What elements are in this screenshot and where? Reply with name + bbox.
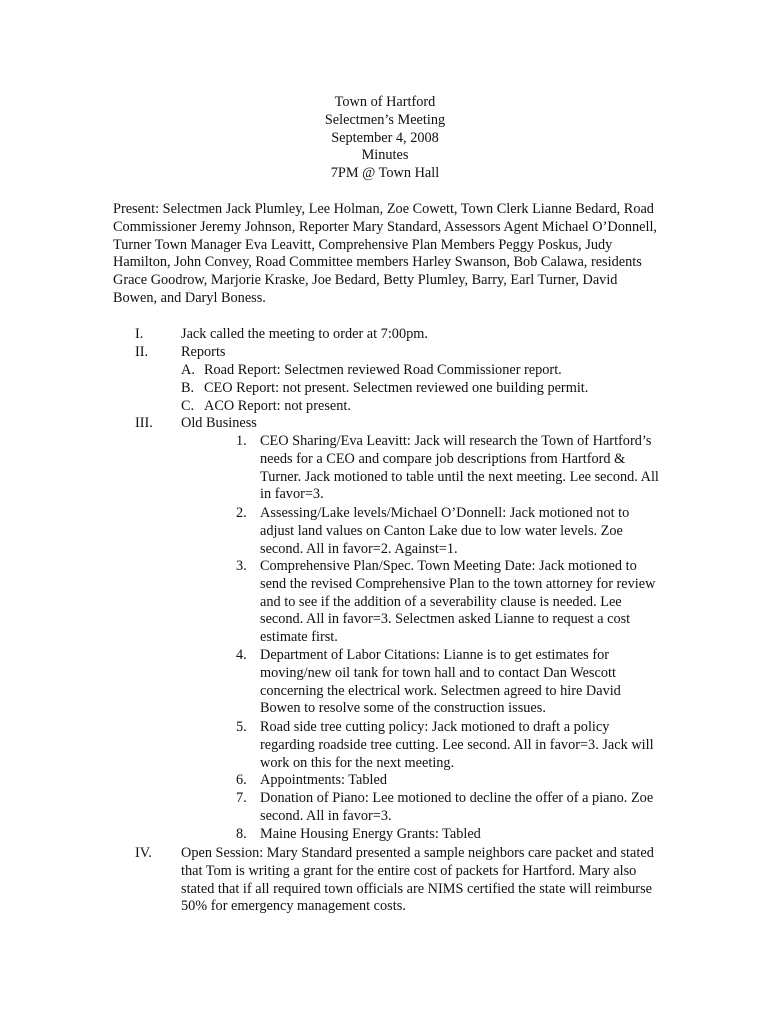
attendees-paragraph: Present: Selectmen Jack Plumley, Lee Holman, Zoe Cowett, Town Clerk Lianne Bedard, Road Commissioner Jeremy Johnson, Reporter Mary Standard, Assessors Agent Michael O’Donnell, Turner Town Manager Eva Leavitt, Comprehensive Plan Members Peggy Poskus, Judy Hamilton, John Convey, Road Committee members Harley Swanson, Bob Calawa, residents Grace Goodrow, Marjorie Kraske, Joe Bedard, Betty Plumley, Barry, Earl Turner, David Bowen, and Daryl Boness. [113,201,658,306]
old-business-item [236,772,662,790]
section-title: Reports [181,344,226,360]
section-numeral: II. [135,344,149,360]
old-business-item [236,647,662,718]
report-item [181,362,562,380]
item-text: Assessing/Lake levels/Michael O’Donnell: Jack motioned not to adjust land values on Canton Lake due to low water levels. Zoe second. All in favor=2. Against=1. [260,505,630,557]
item-letter: B. [181,380,195,396]
section-body: Open Session: Mary Standard presented a sample neighbors care packet and stated that Tom is writing a grant for the entire cost of packets for Hartford. Mary also stated that if all required town officials are NIMS certified the state will reimburse 50% for emergency management costs. [181,845,654,915]
item-letter: A. [181,362,195,378]
old-business-item [236,505,662,558]
meeting-date: September 4, 2008 [331,129,439,146]
item-text: Appointments: Tabled [260,772,387,788]
item-text: CEO Sharing/Eva Leavitt: Jack will research the Town of Hartford’s needs for a CEO and compare job descriptions from Hartford & Turner. Jack motioned to table until the next meeting. Lee second. All in favor=3. [260,433,659,503]
meeting-name: Selectmen’s Meeting [324,111,446,128]
item-number: 5. [236,719,247,735]
section-title: Old Business [181,415,257,431]
section-title: Jack called the meeting to order at 7:00pm. [181,326,428,342]
item-text: ACO Report: not present. [204,398,351,414]
town-name: Town of Hartford [334,94,436,110]
old-business-item [236,826,662,844]
item-text: Donation of Piano: Lee motioned to decline the offer of a piano. Zoe second. All in favor=3. [260,790,654,824]
item-text: CEO Report: not present. Selectmen reviewed one building permit. [204,380,589,396]
item-number: 8. [236,826,247,842]
document-type: Minutes [361,147,409,164]
item-number: 2. [236,505,247,521]
item-number: 4. [236,647,247,663]
item-text: Maine Housing Energy Grants: Tabled [260,826,481,842]
item-text: Comprehensive Plan/Spec. Town Meeting Date: Jack motioned to send the revised Comprehensive Plan to the town attorney for review and to see if the addition of a severability clause is needed. Lee second. All in favor=3. Selectmen asked Lianne to request a cost estimate first. [260,558,656,646]
document-header [0,94,770,183]
old-business-item [236,719,662,772]
item-text: Department of Labor Citations: Lianne is to get estimates for moving/new oil tank for town hall and to contact Dan Wescott concerning the electrical work. Selectmen agreed to hire David Bowen to resolve some of the construction issues. [260,647,621,717]
report-item [181,380,588,398]
report-item [181,398,351,416]
item-letter: C. [181,398,195,414]
item-text: Road Report: Selectmen reviewed Road Commissioner report. [204,362,562,378]
meeting-time-place: 7PM @ Town Hall [330,165,440,182]
item-number: 7. [236,790,247,806]
item-text: Road side tree cutting policy: Jack motioned to draft a policy regarding roadside tree cutting. Lee second. All in favor=3. Jack will work on this for the next meeting. [260,719,654,771]
old-business-item [236,790,662,826]
item-number: 1. [236,433,247,449]
section-numeral: III. [135,415,153,431]
item-number: 6. [236,772,247,788]
item-number: 3. [236,558,247,574]
old-business-item [236,558,662,647]
section-numeral: I. [135,326,144,342]
section-numeral: IV. [135,845,152,861]
old-business-item [236,433,662,504]
